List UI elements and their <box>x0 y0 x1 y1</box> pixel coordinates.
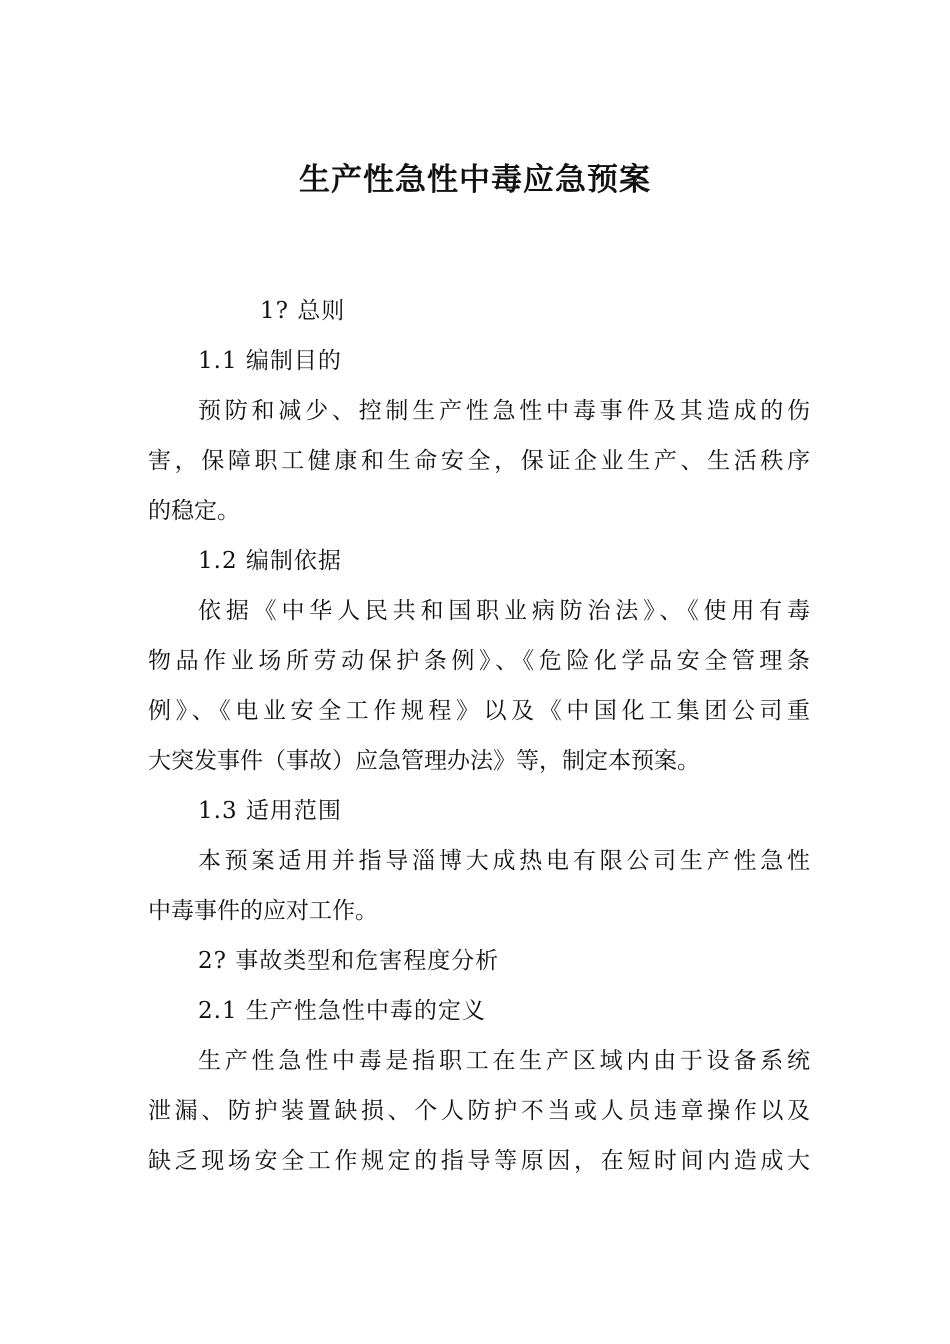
paragraph-line: 本预案适用并指导淄博大成热电有限公司生产性急性 <box>198 848 810 874</box>
paragraph-line: 缺乏现场安全工作规定的指导等原因，在短时间内造成大 <box>148 1148 810 1174</box>
paragraph-line: 泄漏、防护装置缺损、个人防护不当或人员违章操作以及 <box>148 1098 810 1124</box>
paragraph-line: 生产性急性中毒是指职工在生产区域内由于设备系统 <box>198 1048 810 1074</box>
subsection-heading-1-2: 1.2 编制依据 <box>198 548 342 574</box>
subsection-heading-1-1: 1.1 编制目的 <box>198 348 342 374</box>
paragraph-line: 例》、《电业安全工作规程》以及《中国化工集团公司重 <box>148 698 810 724</box>
subsection-heading-1-3: 1.3 适用范围 <box>198 798 342 824</box>
section-heading-2: 2? 事故类型和危害程度分析 <box>198 948 500 974</box>
section-heading-1: 1? 总则 <box>260 298 346 324</box>
paragraph-line: 依据《中华人民共和国职业病防治法》、《使用有毒 <box>198 598 810 624</box>
subsection-heading-2-1: 2.1 生产性急性中毒的定义 <box>198 998 486 1024</box>
page-title: 生产性急性中毒应急预案 <box>299 162 651 198</box>
paragraph-line: 大突发事件（事故）应急管理办法》等，制定本预案。 <box>148 748 700 774</box>
paragraph-line: 中毒事件的应对工作。 <box>148 898 378 924</box>
paragraph-line: 预防和减少、控制生产性急性中毒事件及其造成的伤 <box>198 398 810 424</box>
paragraph-line: 的稳定。 <box>148 498 240 524</box>
paragraph-line: 害，保障职工健康和生命安全，保证企业生产、生活秩序 <box>148 448 810 474</box>
paragraph-line: 物品作业场所劳动保护条例》、《危险化学品安全管理条 <box>148 648 810 674</box>
